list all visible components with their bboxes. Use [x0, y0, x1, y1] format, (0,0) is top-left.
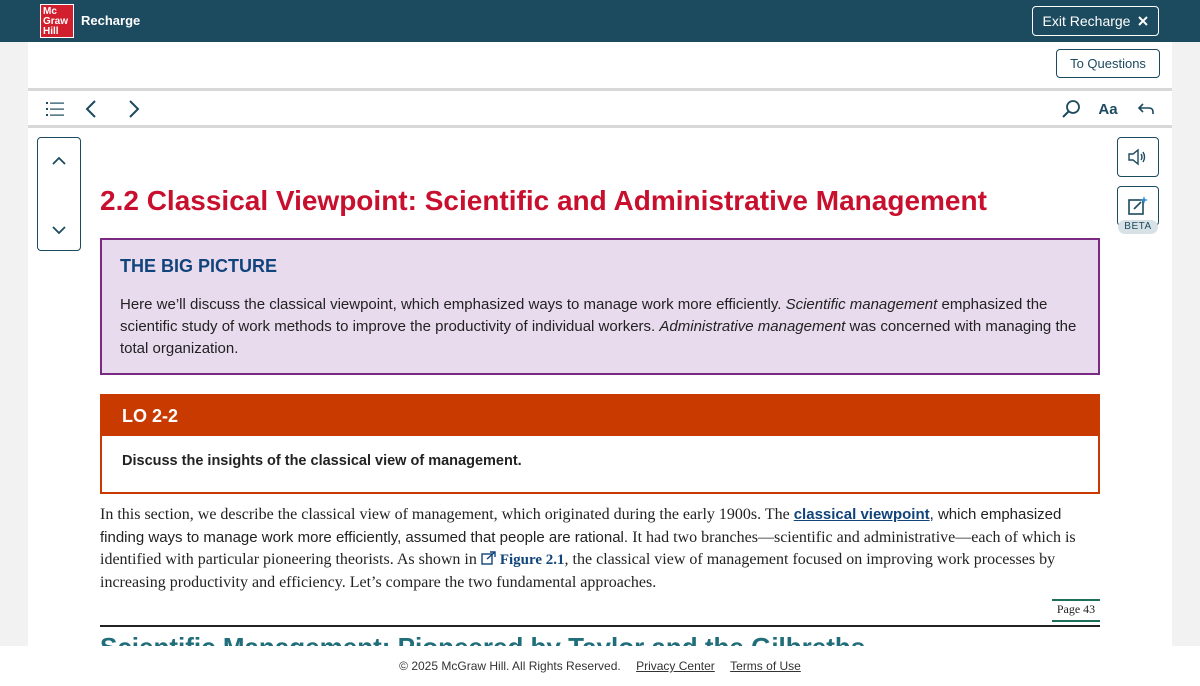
logo-line-3: Hill	[43, 26, 59, 37]
reader-page	[28, 42, 1172, 646]
speaker-icon	[1128, 149, 1148, 165]
learning-objective-box	[100, 394, 1100, 494]
big-picture-heading: THE BIG PICTURE	[120, 256, 278, 276]
privacy-center-link[interactable]: Privacy Center	[636, 659, 715, 673]
big-picture-box	[100, 238, 1100, 375]
scroll-down-icon[interactable]	[38, 210, 80, 250]
lo-text: Discuss the insights of the classical view of management.	[122, 453, 522, 469]
external-link-icon	[481, 551, 497, 565]
big-picture-text: Here we’ll discuss the classical viewpoint, which emphasized ways to manage work more efficiently. Scientific management emphasized the scientific study of work methods to improve the productivity of individual workers. Administrative management was concerned with managing the total organization.	[120, 296, 1077, 357]
back-arrow-icon[interactable]	[1133, 96, 1159, 122]
side-scroll-nav	[37, 137, 81, 251]
figure-2-1-link[interactable]: Figure 2.1	[499, 552, 565, 568]
exit-label: Exit Recharge	[1042, 13, 1131, 29]
to-questions-button[interactable]: To Questions	[1056, 49, 1160, 78]
page-number-rule-top	[1052, 599, 1100, 601]
mcgraw-hill-logo	[40, 4, 74, 38]
previous-page-icon[interactable]	[78, 96, 104, 122]
footer	[0, 646, 1200, 686]
top-bar	[0, 0, 1200, 42]
scroll-up-icon[interactable]	[38, 140, 80, 180]
logo-line-1: Mc	[43, 6, 57, 17]
terms-of-use-link[interactable]: Terms of Use	[730, 659, 801, 673]
body-paragraph: In this section, we describe the classical view of management, which originated during the early 1900s. The classical viewpoint, which emphasized finding ways to manage work more efficiently, assumed that people are rational. It had two branches—scientific and administrative—each of which is identified with particular pioneering theorists. As shown in Figure 2.1, the classical view of management focused on improving work processes by increasing productivity and efficiency. Let’s compare the two fundamental approaches.	[100, 506, 1076, 591]
table-of-contents-icon[interactable]	[42, 96, 68, 122]
classical-viewpoint-link[interactable]: classical viewpoint	[793, 506, 930, 523]
beta-badge: BETA	[1118, 220, 1158, 234]
font-settings-button[interactable]: Aa	[1098, 100, 1118, 118]
read-aloud-button[interactable]	[1117, 137, 1159, 177]
lo-label: LO 2-2	[102, 396, 1098, 436]
app-title: Recharge	[81, 13, 141, 28]
close-icon	[1138, 16, 1148, 26]
copyright-text: © 2025 McGraw Hill. All Rights Reserved.	[399, 659, 621, 673]
page-number: Page 43	[1056, 602, 1096, 616]
reader-toolbar	[28, 88, 1172, 128]
next-page-icon[interactable]	[121, 96, 147, 122]
divider	[100, 625, 1100, 627]
next-section-heading	[100, 632, 865, 646]
search-icon[interactable]	[1058, 96, 1084, 122]
page-number-rule-bottom	[1052, 620, 1100, 622]
logo-line-2: Graw	[43, 16, 69, 27]
exit-recharge-button[interactable]	[1032, 6, 1159, 36]
edit-sparkle-icon	[1127, 195, 1149, 217]
section-title: 2.2 Classical Viewpoint: Scientific and Administrative Management	[100, 185, 987, 216]
